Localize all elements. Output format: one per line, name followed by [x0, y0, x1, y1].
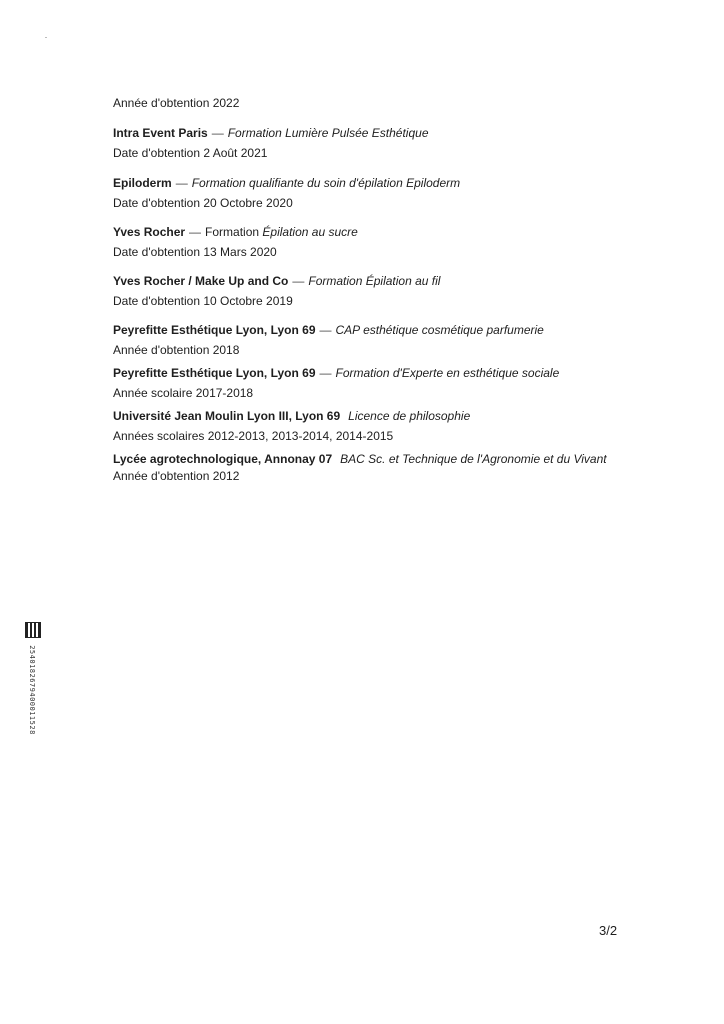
institution-name: Peyrefitte Esthétique Lyon, Lyon 69 [113, 323, 316, 337]
formation-entry [113, 323, 673, 358]
formation-title: Épilation au sucre [262, 225, 358, 239]
separator-dash [340, 409, 348, 423]
entry-heading [113, 366, 673, 381]
institution-name: Peyrefitte Esthétique Lyon, Lyon 69 [113, 366, 316, 380]
separator-dash: — [175, 176, 188, 190]
separator-dash: — [211, 126, 224, 140]
entry-heading [113, 323, 673, 338]
entry-date: Date d'obtention 2 Août 2021 [113, 146, 268, 160]
formation-list [113, 96, 673, 484]
institution-name: Yves Rocher [113, 225, 186, 239]
intro-line: Année d'obtention 2022 [113, 96, 240, 110]
separator-dash: — [319, 366, 332, 380]
entry-heading [113, 274, 673, 289]
formation-entry [113, 274, 673, 309]
formation-entry [113, 366, 673, 401]
entry-heading [113, 225, 673, 240]
formation-title: Formation Lumière Pulsée Esthétique [227, 126, 429, 140]
entry-date: Années scolaires 2012-2013, 2013-2014, 2014-2015 [113, 429, 394, 443]
datamatrix-code-icon [25, 622, 41, 638]
separator-dash: — [189, 225, 202, 239]
entry-heading [113, 452, 673, 467]
formation-title: Formation Épilation au fil [308, 274, 441, 288]
entry-date: Date d'obtention 20 Octobre 2020 [113, 196, 293, 210]
formation-title: Licence de philosophie [348, 409, 471, 423]
entry-heading [113, 176, 673, 191]
formation-entry [113, 225, 673, 260]
institution-name: Yves Rocher / Make Up and Co [113, 274, 289, 288]
entry-date: Date d'obtention 10 Octobre 2019 [113, 294, 293, 308]
entry-date: Année scolaire 2017-2018 [113, 386, 254, 400]
separator-dash: — [292, 274, 305, 288]
scan-speck [45, 37, 47, 38]
entry-date: Date d'obtention 13 Mars 2020 [113, 245, 277, 259]
formation-title: BAC Sc. et Technique de l'Agronomie et du Vivant [340, 452, 607, 466]
formation-entry [113, 409, 673, 444]
separator-dash: — [319, 323, 332, 337]
institution-name: Epiloderm [113, 176, 172, 190]
formation-entry [113, 126, 673, 161]
formation-title: CAP esthétique cosmétique parfumerie [335, 323, 544, 337]
separator-dash [332, 452, 340, 466]
entry-heading [113, 126, 673, 141]
institution-name: Lycée agrotechnologique, Annonay 07 [113, 452, 333, 466]
formation-prefix: Formation [205, 225, 263, 239]
institution-name: Université Jean Moulin Lyon III, Lyon 69 [113, 409, 341, 423]
formation-title: Formation qualifiante du soin d'épilation Epiloderm [191, 176, 461, 190]
institution-name: Intra Event Paris [113, 126, 208, 140]
formation-title: Formation d'Experte en esthétique sociale [335, 366, 560, 380]
entry-date: Année d'obtention 2018 [113, 343, 240, 357]
entry-heading [113, 409, 673, 424]
page-number: 3/2 [599, 923, 618, 938]
formation-entry [113, 176, 673, 211]
side-tracking-code: 2540182679400011528 [28, 645, 36, 735]
formation-entry [113, 452, 673, 484]
entry-date: Année d'obtention 2012 [113, 469, 240, 483]
